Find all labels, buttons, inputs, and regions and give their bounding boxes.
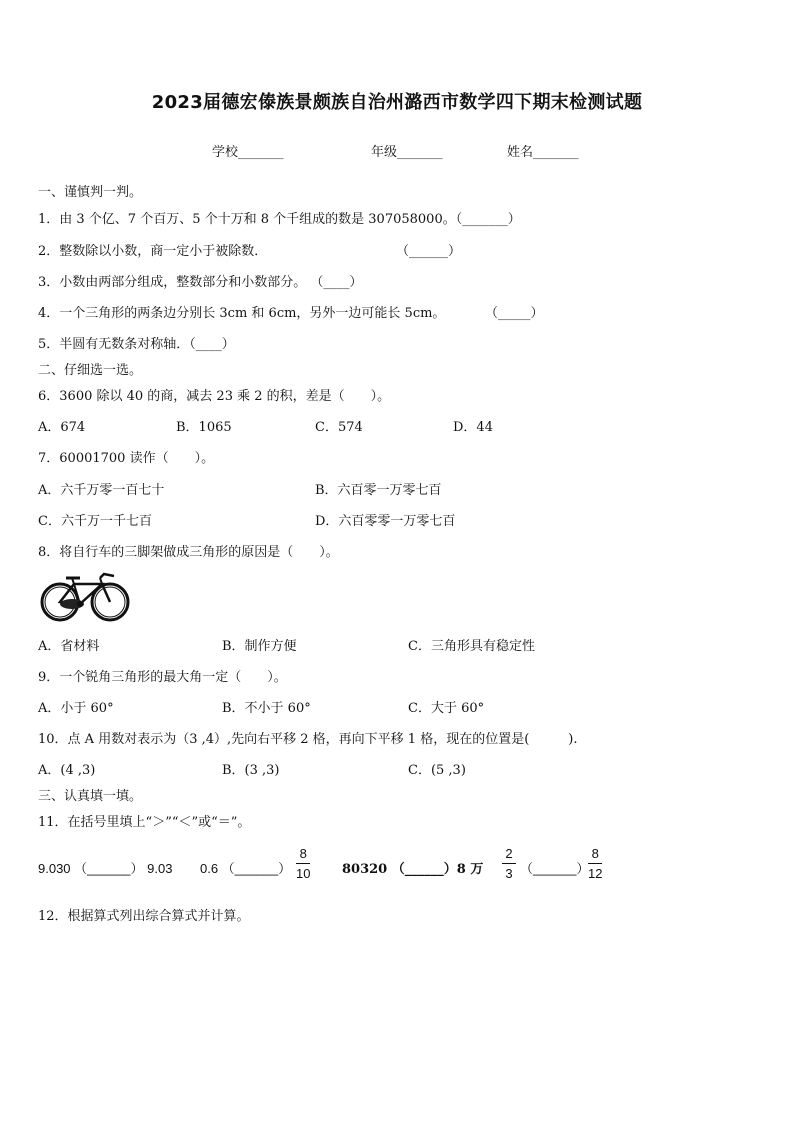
q9-option-b: B．不小于 60° [222, 701, 311, 716]
q10-option-b: B．(3 ,3) [222, 763, 280, 778]
question-9: 9．一个锐角三角形的最大角一定（ ）。 [38, 670, 287, 685]
q8-option-b: B．制作方便 [222, 639, 297, 654]
fraction-8-12 [588, 846, 602, 881]
question-12: 12．根据算式列出综合算式并计算。 [38, 909, 250, 924]
school-field: 学校_______ [212, 145, 284, 160]
section-heading-3: 三、认真填一填。 [38, 789, 143, 804]
fraction-denominator: 12 [588, 866, 603, 881]
q9-option-c: C．大于 60° [408, 701, 485, 716]
page-title: 2023届德宏傣族景颇族自治州潞西市数学四下期末检测试题 [151, 92, 643, 113]
section-heading-2: 二、仔细选一选。 [38, 363, 143, 378]
q6-option-b: B．1065 [176, 420, 232, 435]
question-3: 3．小数由两部分组成，整数部分和小数部分。 （____） [38, 275, 363, 290]
q6-option-d: D．44 [453, 420, 493, 435]
q6-option-a: A．674 [38, 420, 86, 435]
question-4-blank: （_____） [485, 306, 544, 321]
q7-option-d: D．六百零零一万零七百 [315, 514, 456, 529]
q7-option-b: B．六百零一万零七百 [315, 483, 442, 498]
q8-option-a: A．省材料 [38, 639, 100, 654]
question-8: 8．将自行车的三脚架做成三角形的原因是（ ）。 [38, 545, 339, 560]
compare-item-2: 0.6 （______） [200, 861, 292, 876]
fraction-bar [296, 863, 310, 864]
question-11: 11．在括号里填上“＞”“＜”或“＝”。 [38, 815, 251, 830]
fraction-2-3 [502, 846, 516, 881]
question-2-blank: （______） [396, 244, 462, 259]
name-field: 姓名_______ [507, 145, 579, 160]
fraction-8-10 [296, 846, 310, 881]
question-2: 2．整数除以小数，商一定小于被除数． [38, 244, 268, 259]
q7-option-a: A．六千万零一百七十 [38, 483, 165, 498]
grade-field: 年级_______ [371, 145, 443, 160]
fraction-numerator: 2 [505, 846, 513, 861]
compare-item-4: （______） [520, 861, 590, 876]
fraction-denominator: 10 [296, 866, 311, 881]
fraction-numerator: 8 [299, 846, 307, 861]
question-5: 5．半圆有无数条对称轴．（____） [38, 337, 235, 352]
q6-option-c: C．574 [315, 420, 363, 435]
section-heading-1: 一、谨慎判一判。 [38, 185, 143, 200]
fraction-numerator: 8 [591, 846, 599, 861]
question-6: 6．3600 除以 40 的商，减去 23 乘 2 的积，差是（ ）。 [38, 389, 391, 404]
question-4: 4．一个三角形的两条边分别长 3cm 和 6cm，另外一边可能长 5cm。 [38, 306, 446, 321]
fraction-bar [502, 863, 516, 864]
question-10: 10．点 A 用数对表示为（3 ,4）,先向右平移 2 格，再向下平移 1 格，现在的位置是( ). [38, 732, 578, 747]
fraction-denominator: 3 [505, 866, 513, 881]
question-7: 7．60001700 读作（ ）。 [38, 451, 215, 466]
q7-option-c: C．六千万一千七百 [38, 514, 152, 529]
q9-option-a: A．小于 60° [38, 701, 114, 716]
compare-item-1: 9.030 （______） 9.03 [38, 861, 173, 876]
q10-option-a: A．(4 ,3) [38, 763, 96, 778]
q8-option-c: C．三角形具有稳定性 [408, 639, 535, 654]
bicycle-icon [38, 566, 132, 624]
q10-option-c: C．(5 ,3) [408, 763, 466, 778]
question-1: 1．由 3 个亿、7 个百万、5 个十万和 8 个千组成的数是 307058000。（_______） [38, 212, 521, 227]
compare-item-3: 80320 （______）8 万 [342, 862, 484, 877]
fraction-bar [588, 863, 602, 864]
